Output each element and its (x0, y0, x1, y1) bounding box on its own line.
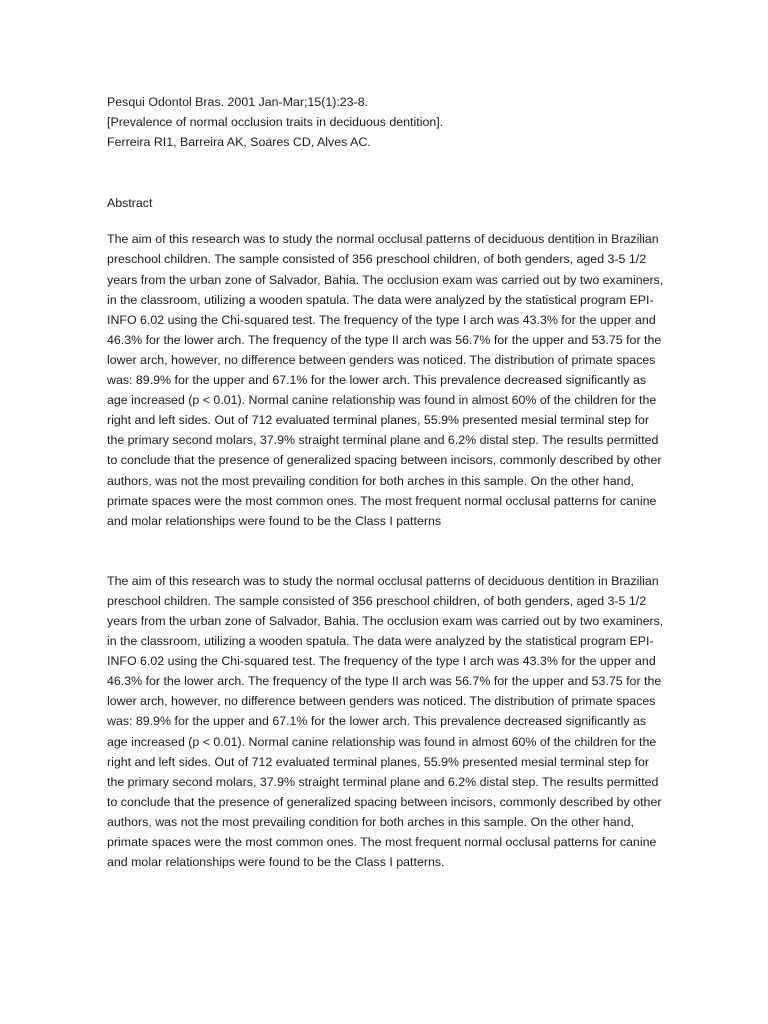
abstract-paragraph-1: The aim of this research was to study the normal occlusal patterns of deciduous dentition in Brazilian preschool children. The sample consisted of 356 preschool children, of both genders, aged 3-5 1/2 years from the urban zone of Salvador, Bahia. The occlusion exam was carried out by two examiners, in the classroom, utilizing a wooden spatula. The data were analyzed by the statistical program EPI-INFO 6.02 using the Chi-squared test. The frequency of the type I arch was 43.3% for the upper and 46.3% for the lower arch. The frequency of the type II arch was 56.7% for the upper and 53.75 for the lower arch, however, no difference between genders was noticed. The distribution of primate spaces was: 89.9% for the upper and 67.1% for the lower arch. This prevalence decreased significantly as age increased (p < 0.01). Normal canine relationship was found in almost 60% of the children for the right and left sides. Out of 712 evaluated terminal planes, 55.9% presented mesial terminal step for the primary second molars, 37.9% straight terminal plane and 6.2% distal step. The results permitted to conclude that the presence of generalized spacing between incisors, commonly described by other authors, was not the most prevailing condition for both arches in this sample. On the other hand, primate spaces were the most common ones. The most frequent normal occlusal patterns for canine and molar relationships were found to be the Class I patterns (107, 232, 664, 528)
author-list: Ferreira RI1, Barreira AK, Soares CD, Alves AC. (107, 135, 371, 150)
abstract-paragraph-2: The aim of this research was to study the normal occlusal patterns of deciduous dentition in Brazilian preschool children. The sample consisted of 356 preschool children, of both genders, aged 3-5 1/2 years from the urban zone of Salvador, Bahia. The occlusion exam was carried out by two examiners, in the classroom, utilizing a wooden spatula. The data were analyzed by the statistical program EPI-INFO 6.02 using the Chi-squared test. The frequency of the type I arch was 43.3% for the upper and 46.3% for the lower arch. The frequency of the type II arch was 56.7% for the upper and 53.75 for the lower arch, however, no difference between genders was noticed. The distribution of primate spaces was: 89.9% for the upper and 67.1% for the lower arch. This prevalence decreased significantly as age increased (p < 0.01). Normal canine relationship was found in almost 60% of the children for the right and left sides. Out of 712 evaluated terminal planes, 55.9% presented mesial terminal step for the primary second molars, 37.9% straight terminal plane and 6.2% distal step. The results permitted to conclude that the presence of generalized spacing between incisors, commonly described by other authors, was not the most prevailing condition for both arches in this sample. On the other hand, primate spaces were the most common ones. The most frequent normal occlusal patterns for canine and molar relationships were found to be the Class I patterns. (107, 573, 664, 870)
journal-citation: Pesqui Odontol Bras. 2001 Jan-Mar;15(1):23-8. (107, 95, 369, 109)
article-title: [Prevalence of normal occlusion traits in deciduous dentition]. (107, 115, 444, 130)
citation-block (107, 92, 667, 152)
abstract-heading: Abstract (107, 196, 153, 211)
document-page (107, 92, 667, 872)
